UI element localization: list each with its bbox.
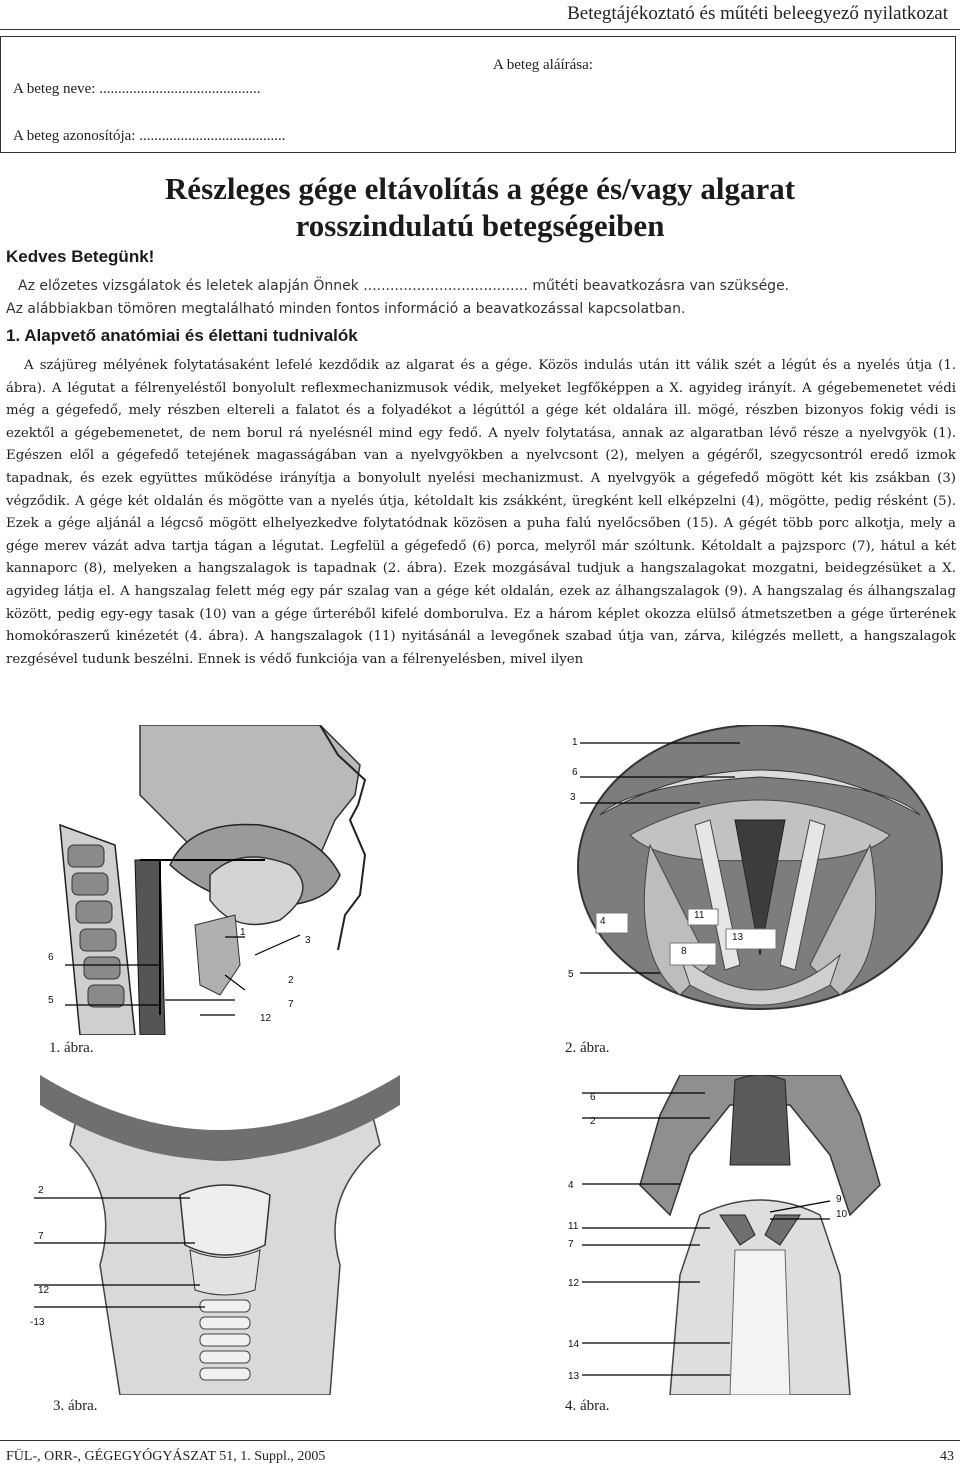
fig2-label-8: 8: [681, 946, 687, 957]
fig3-label-7: 7: [38, 1231, 44, 1242]
fig2-label-13: 13: [732, 932, 744, 943]
figure-1-caption: 1. ábra.: [49, 1040, 94, 1056]
greeting: Kedves Betegünk!: [6, 247, 155, 266]
fig4-label-13: 13: [568, 1371, 580, 1382]
header-rule: [0, 29, 960, 30]
fig4-label-12: 12: [568, 1278, 580, 1289]
fig1-label-2: 2: [288, 975, 294, 986]
running-header: Betegtájékoztató és műtéti beleegyező nyilatkozat: [567, 3, 948, 24]
patient-name-field: A beteg neve: ...........................................: [13, 81, 261, 97]
fig4-label-14: 14: [568, 1339, 580, 1350]
fig1-label-1: 1: [240, 927, 246, 938]
fig4-label-9: 9: [836, 1194, 842, 1205]
journal-citation: FÜL-, ORR-, GÉGEGYÓGYÁSZAT 51, 1. Suppl., 2005: [6, 1449, 326, 1464]
fig2-label-5: 5: [568, 969, 574, 980]
fig3-label-13: -13: [30, 1317, 45, 1328]
fig1-label-7: 7: [288, 999, 294, 1010]
figure-2-laryngoscopic-view: [560, 725, 960, 1035]
fig3-label-2: 2: [38, 1185, 44, 1196]
patient-id-field: A beteg azonosítója: .......................................: [13, 128, 286, 144]
fig4-label-10: 10: [836, 1209, 848, 1220]
figure-3-caption: 3. ábra.: [53, 1398, 98, 1414]
fig4-label-7: 7: [568, 1239, 574, 1250]
document-title: [90, 170, 870, 244]
figure-3-neck-external-view: [20, 1075, 420, 1395]
fig4-label-11: 11: [568, 1221, 579, 1232]
fig2-label-6: 6: [572, 767, 578, 778]
fig4-label-2: 2: [590, 1116, 596, 1127]
figure-4-caption: 4. ábra.: [565, 1398, 610, 1414]
fig1-label-5: 5: [48, 995, 54, 1006]
fig2-label-4: 4: [600, 916, 606, 927]
section-body: A szájüreg mélyének folytatásaként lefelé kezdődik az algarat és a gége. Közös indulás után itt válik szét a légút és a nyelés útja (1. ábra). A légutat a félrenyeléstől bonyolult reflexmechanizmusok védik, melyeket legfőképpen a X. agyideg irányít. A gégebemenetet védi még a gégefedő, mely részben eltereli a falatot és a folyadékot a légúttól a gége két oldalára ill. mögé, részben bizonyos fokig védi is ezektől a gégebemenetet, de nem borul rá nyelésnél mind egy fedő. A nyelv folytatása, annak az algaratban lévő része a nyelvgyök (1). Egészen elől a gégefedő tetejének magasságában van a nyelvgyökben a nyelvcsont (2), melyen a gégéről, szegycsontról eredő izmok tapadnak, és ezek együttes működése irányítja a bonyolult nyelési mechanizmust. A nyelvgyök a gégefedő mögött két kis zsákban (3) végződik. A gége két oldalán és mögötte van a nyelés útja, kétoldalt kis zsákként, üregként kell elképzelni (4), mögötte, pedig résként (5). Ezek a gége aljánál a légcső mögött elhelyezkedve folytatódnak közösen a puha falú nyelőcsőben (15). A gégét több porc alkotja, mely a gége merev vázát adva tartja tágan a légutat. Legfelül a gégefedő (6) porca, melyről már szóltunk. Kétoldalt a pajzsporc (7), hátul a két kannaporc (8), melyeken a hangszalagok is tapadnak (2. ábra). Ezek mozgásával tudjuk a hangszalagokat mozgatni, beidegzésüket a X. agyideg látja el. A hangszalag felett még egy pár szalag van a gége két oldalán, ezek az álhangszalagok (9). A hangszalag és álhangszalag között, pedig egy-egy tasak (10) van a gége űrteréből kifelé domborulva. Ez a három képlet okozza elülső átmetszetben a gége űrterének homokóraszerű kinézetét (4. ábra). A hangszalagok (11) nyitásánál a levegőnek szabad útja van, zárva, kilégzés mellett, a hangszalagok rezgésével tudunk beszélni. Ennek is védő funkciója van a félrenyelésben, mivel ilyen: [6, 358, 956, 667]
section-heading: 1. Alapvető anatómiai és élettani tudnivalók: [6, 326, 358, 345]
figure-1-sagittal-section: [20, 725, 420, 1035]
page-number: 43: [940, 1449, 954, 1464]
fig4-label-4: 4: [568, 1180, 574, 1191]
patient-signature-field: A beteg aláírása:: [493, 57, 593, 73]
fig2-label-1: 1: [572, 737, 578, 748]
patient-id-box: [0, 36, 956, 153]
figure-4-coronal-section: [560, 1075, 960, 1395]
fig1-label-3: 3: [305, 935, 311, 946]
intro-text: [6, 275, 954, 321]
footer-rule: [0, 1440, 960, 1441]
fig1-label-6: 6: [48, 952, 54, 963]
intro-line-2: Az alábbiakban tömören megtalálható minden fontos információ a beavatkozással kapcsolatban.: [6, 301, 686, 317]
title-line-2: rosszindulatú betegségeiben: [295, 208, 665, 243]
fig3-label-12: 12: [38, 1285, 50, 1296]
fig2-label-3: 3: [570, 792, 576, 803]
figure-2-caption: 2. ábra.: [565, 1040, 610, 1056]
title-line-1: Részleges gége eltávolítás a gége és/vagy algarat: [164, 171, 796, 206]
fig1-label-12: 12: [260, 1013, 272, 1024]
fig2-label-11: 11: [694, 910, 705, 921]
fig4-label-6: 6: [590, 1092, 596, 1103]
intro-line-1: Az előzetes vizsgálatok és leletek alapján Önnek ..................................... műtéti beavatkozásra van szüksége.: [18, 278, 790, 294]
